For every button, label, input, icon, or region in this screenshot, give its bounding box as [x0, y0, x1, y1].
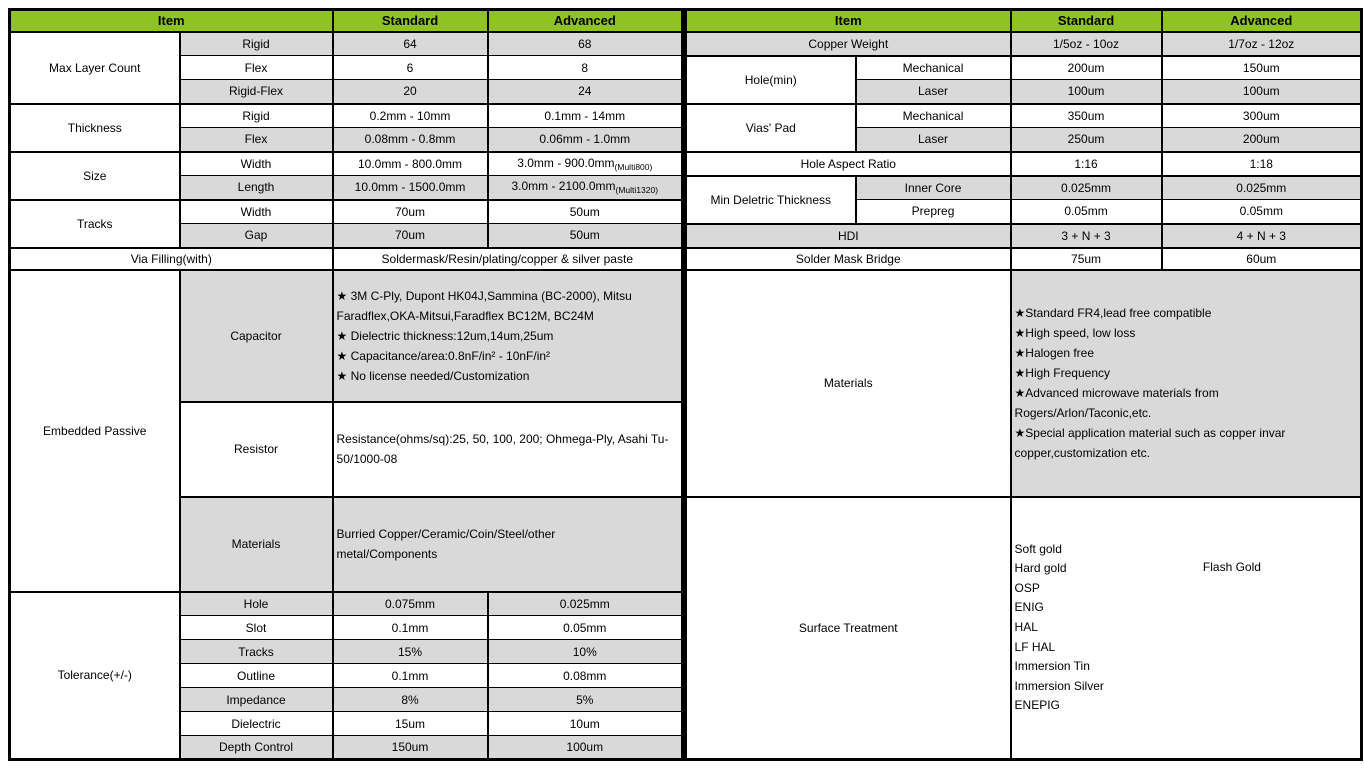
cell-thickness-rigid-advanced: 0.1mm - 14mm [488, 104, 683, 128]
capability-tables [8, 8, 1356, 761]
cell-vias-pad-mechanical: Mechanical [856, 104, 1011, 128]
surface-treatment-item-flash-gold: Flash Gold [1202, 559, 1261, 574]
cell-tol-depth-control: Depth Control [180, 736, 333, 760]
cell-tol-tracks-advanced: 10% [488, 640, 683, 664]
cell-tol-dielectric-standard: 15um [333, 712, 488, 736]
size-width-advanced-value: 3.0mm - 900.0mm [517, 155, 615, 170]
cell-mdt-prepreg: Prepreg [856, 200, 1011, 224]
cell-materials: Materials [686, 270, 1011, 497]
cell-mdt-inner-core: Inner Core [856, 176, 1011, 200]
cell-size-length: Length [180, 176, 333, 200]
cell-tol-dielectric: Dielectric [180, 712, 333, 736]
cell-copper-weight-advanced: 1/7oz - 12oz [1162, 32, 1362, 56]
size-width-advanced-note: (Multi800) [614, 161, 653, 172]
cell-mlc-rigid-standard: 64 [333, 32, 488, 56]
cell-tol-dielectric-advanced: 10um [488, 712, 683, 736]
left-header-advanced: Advanced [488, 10, 683, 32]
cell-max-layer-count: Max Layer Count [10, 32, 180, 104]
cell-embedded-passive: Embedded Passive [10, 270, 180, 592]
materials-feature-list [1015, 303, 1358, 463]
surface-treatment-item: OSP [1014, 580, 1040, 595]
cell-solder-mask-bridge-advanced: 60um [1162, 248, 1362, 270]
capacitor-feature-line: ★ 3M C-Ply, Dupont HK04J,Sammina (BC-2000), Mitsu Faradflex,OKA-Mitsui,Faradflex BC12M, BC24M [336, 288, 632, 323]
cell-size-width-advanced [488, 152, 683, 176]
cell-surface-treatment-value [1011, 497, 1362, 760]
cell-vias-pad-mechanical-advanced: 300um [1162, 104, 1362, 128]
cell-materials-value [1011, 270, 1362, 497]
cell-mdt-inner-core-standard: 0.025mm [1011, 176, 1162, 200]
cell-solder-mask-bridge: Solder Mask Bridge [686, 248, 1011, 270]
surface-treatment-item: Immersion Silver [1014, 678, 1104, 693]
cell-ep-capacitor-value [333, 270, 683, 402]
resistor-value-line: Resistance(ohms/sq):25, 50, 100, 200; Ohmega-Ply, Asahi Tu-50/1000-08 [336, 432, 669, 466]
embedded-materials-lines [337, 524, 679, 564]
cell-size-width-standard: 10.0mm - 800.0mm [333, 152, 488, 176]
cell-hole-aspect-ratio-advanced: 1:18 [1162, 152, 1362, 176]
materials-feature-line: ★Special application material such as copper invar copper,customization etc. [1014, 426, 1286, 460]
cell-hole-min: Hole(min) [686, 56, 856, 104]
cell-hole-aspect-ratio: Hole Aspect Ratio [686, 152, 1011, 176]
cell-ep-resistor: Resistor [180, 402, 333, 497]
cell-tol-impedance-standard: 8% [333, 688, 488, 712]
cell-mlc-rigid-flex-standard: 20 [333, 80, 488, 104]
materials-feature-line: ★High speed, low loss [1014, 326, 1136, 340]
cell-thickness-flex-advanced: 0.06mm - 1.0mm [488, 128, 683, 152]
cell-tracks-gap-advanced: 50um [488, 224, 683, 248]
surface-treatment-item: ENEPIG [1014, 698, 1060, 713]
cell-mlc-rigid-advanced: 68 [488, 32, 683, 56]
cell-size-length-advanced [488, 176, 683, 200]
cell-ep-resistor-value [333, 402, 683, 497]
capacitor-feature-line: ★ No license needed/Customization [336, 368, 530, 383]
cell-mlc-rigid-flex: Rigid-Flex [180, 80, 333, 104]
cell-vias-pad-mechanical-standard: 350um [1011, 104, 1162, 128]
right-header-advanced: Advanced [1162, 10, 1362, 32]
cell-thickness-flex-standard: 0.08mm - 0.8mm [333, 128, 488, 152]
cell-copper-weight-standard: 1/5oz - 10oz [1011, 32, 1162, 56]
cell-hdi-standard: 3 + N + 3 [1011, 224, 1162, 248]
capacitor-feature-line: ★ Dielectric thickness:12um,14um,25um [336, 328, 554, 343]
materials-feature-line: ★High Frequency [1014, 366, 1110, 380]
cell-vias-pad-laser-advanced: 200um [1162, 128, 1362, 152]
cell-surface-treatment: Surface Treatment [686, 497, 1011, 760]
surface-treatment-item: ENIG [1014, 600, 1044, 615]
cell-vias-pad-laser: Laser [856, 128, 1011, 152]
cell-hole-min-laser-standard: 100um [1011, 80, 1162, 104]
surface-treatment-item: HAL [1014, 619, 1038, 634]
cell-hdi-advanced: 4 + N + 3 [1162, 224, 1362, 248]
cell-tracks-width-advanced: 50um [488, 200, 683, 224]
cell-tracks-width-standard: 70um [333, 200, 488, 224]
cell-hole-min-mechanical-standard: 200um [1011, 56, 1162, 80]
cell-tol-hole-advanced: 0.025mm [488, 592, 683, 616]
surface-treatment-item: Hard gold [1014, 561, 1067, 576]
left-header-standard: Standard [333, 10, 488, 32]
cell-tol-outline-standard: 0.1mm [333, 664, 488, 688]
cell-hole-min-mechanical: Mechanical [856, 56, 1011, 80]
left-capability-table [8, 8, 684, 761]
cell-size-width: Width [180, 152, 333, 176]
cell-solder-mask-bridge-standard: 75um [1011, 248, 1162, 270]
cell-mlc-rigid: Rigid [180, 32, 333, 56]
cell-mdt-inner-core-advanced: 0.025mm [1162, 176, 1362, 200]
cell-thickness: Thickness [10, 104, 180, 152]
surface-treatment-item: LF HAL [1014, 639, 1056, 654]
cell-thickness-rigid: Rigid [180, 104, 333, 128]
materials-feature-line: ★Halogen free [1014, 346, 1095, 360]
cell-tol-impedance-advanced: 5% [488, 688, 683, 712]
cell-tracks: Tracks [10, 200, 180, 248]
cell-ep-materials: Materials [180, 497, 333, 592]
right-header-standard: Standard [1011, 10, 1162, 32]
resistor-value-lines [337, 429, 679, 469]
cell-size: Size [10, 152, 180, 200]
cell-hole-aspect-ratio-standard: 1:16 [1011, 152, 1162, 176]
cell-ep-capacitor: Capacitor [180, 270, 333, 402]
cell-tracks-gap: Gap [180, 224, 333, 248]
capacitor-feature-list [337, 286, 679, 386]
cell-hole-min-laser: Laser [856, 80, 1011, 104]
cell-ep-materials-value [333, 497, 683, 592]
cell-tolerance: Tolerance(+/-) [10, 592, 180, 760]
cell-tol-depth-control-standard: 150um [333, 736, 488, 760]
cell-size-length-standard: 10.0mm - 1500.0mm [333, 176, 488, 200]
cell-tol-hole: Hole [180, 592, 333, 616]
cell-via-filling-value: Soldermask/Resin/plating/copper & silver paste [333, 248, 683, 270]
cell-thickness-rigid-standard: 0.2mm - 10mm [333, 104, 488, 128]
surface-treatment-list [1015, 540, 1358, 716]
right-header-item: Item [686, 10, 1011, 32]
cell-vias-pad-laser-standard: 250um [1011, 128, 1162, 152]
right-capability-table [684, 8, 1363, 761]
cell-copper-weight: Copper Weight [686, 32, 1011, 56]
size-length-advanced-value: 3.0mm - 2100.0mm [511, 179, 616, 194]
cell-tracks-gap-standard: 70um [333, 224, 488, 248]
left-header-item: Item [10, 10, 333, 32]
cell-tol-tracks-standard: 15% [333, 640, 488, 664]
cell-vias-pad: Vias' Pad [686, 104, 856, 152]
cell-tol-outline: Outline [180, 664, 333, 688]
surface-treatment-item: Soft gold [1014, 541, 1062, 556]
capacitor-feature-line: ★ Capacitance/area:0.8nF/in² - 10nF/in² [336, 348, 551, 363]
size-length-advanced-note: (Multi1320) [615, 185, 659, 196]
cell-mdt-prepreg-standard: 0.05mm [1011, 200, 1162, 224]
surface-treatment-item: Immersion Tin [1014, 659, 1090, 674]
cell-hdi: HDI [686, 224, 1011, 248]
cell-mdt-prepreg-advanced: 0.05mm [1162, 200, 1362, 224]
cell-mlc-flex-advanced: 8 [488, 56, 683, 80]
cell-mlc-flex-standard: 6 [333, 56, 488, 80]
surface-treatment-values [1015, 540, 1358, 716]
cell-tol-depth-control-advanced: 100um [488, 736, 683, 760]
cell-tol-slot-advanced: 0.05mm [488, 616, 683, 640]
cell-tol-hole-standard: 0.075mm [333, 592, 488, 616]
materials-feature-line: ★Advanced microwave materials from Rogers/Arlon/Taconic,etc. [1014, 386, 1219, 420]
materials-feature-line: ★Standard FR4,lead free compatible [1014, 306, 1212, 320]
cell-tol-outline-advanced: 0.08mm [488, 664, 683, 688]
cell-tol-tracks: Tracks [180, 640, 333, 664]
cell-tol-impedance: Impedance [180, 688, 333, 712]
cell-hole-min-mechanical-advanced: 150um [1162, 56, 1362, 80]
cell-min-deletric-thickness: Min Deletric Thickness [686, 176, 856, 224]
cell-hole-min-laser-advanced: 100um [1162, 80, 1362, 104]
cell-mlc-rigid-flex-advanced: 24 [488, 80, 683, 104]
cell-tol-slot: Slot [180, 616, 333, 640]
cell-via-filling: Via Filling(with) [10, 248, 333, 270]
embedded-materials-line: Burried Copper/Ceramic/Coin/Steel/other metal/Components [336, 527, 556, 561]
cell-tol-slot-standard: 0.1mm [333, 616, 488, 640]
cell-thickness-flex: Flex [180, 128, 333, 152]
cell-mlc-flex: Flex [180, 56, 333, 80]
cell-tracks-width: Width [180, 200, 333, 224]
